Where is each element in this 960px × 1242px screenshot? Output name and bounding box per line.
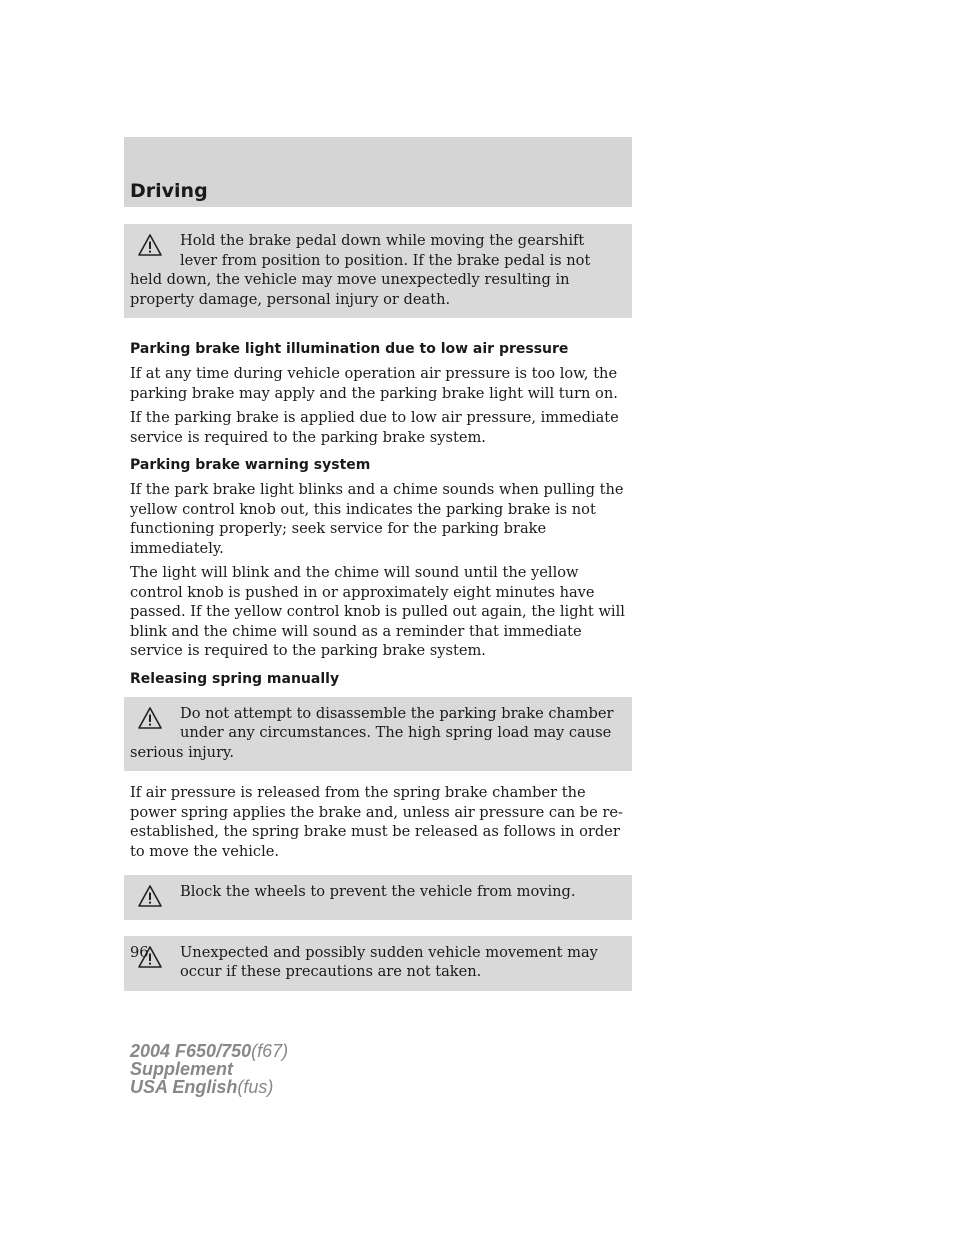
- paragraph: If the park brake light blinks and a chime sounds when pulling the yellow control knob out, this indicates the parking brake is not functioning properly; seek service for the parking brake immediately.: [130, 481, 624, 557]
- section-header-band: [124, 137, 632, 207]
- warning-box: [124, 697, 632, 772]
- warning-text: Block the wheels to prevent the vehicle from moving.: [180, 883, 576, 900]
- footer-model: 2004 F650/750: [130, 1041, 252, 1061]
- section-title: Driving: [130, 180, 208, 202]
- page-content: [130, 224, 630, 991]
- footer-language-code: (fus): [237, 1077, 274, 1097]
- page-number: 96: [130, 944, 149, 961]
- paragraph: If the parking brake is applied due to low air pressure, immediate service is required to the parking brake system.: [130, 409, 619, 446]
- paragraph: If at any time during vehicle operation air pressure is too low, the parking brake may apply and the parking brake light will turn on.: [130, 365, 618, 402]
- footer-model-code: (f67): [251, 1041, 289, 1061]
- heading-warning-system: Parking brake warning system: [130, 457, 371, 473]
- warning-box: [124, 875, 632, 920]
- warning-triangle-icon: [138, 233, 162, 257]
- document-footer: [130, 1042, 288, 1096]
- footer-language-line: [130, 1078, 288, 1096]
- warning-triangle-icon: [138, 884, 162, 908]
- warning-box: [124, 936, 632, 991]
- footer-language: USA English: [130, 1077, 238, 1097]
- paragraph: The light will blink and the chime will sound until the yellow control knob is pushed in or approximately eight minutes have passed. If the yellow control knob is pulled out again, the light will blink and the chime will sound as a reminder that immediate service is required to the parking brake system.: [130, 564, 625, 659]
- heading-low-air-pressure: Parking brake light illumination due to low air pressure: [130, 341, 569, 357]
- paragraph: If air pressure is released from the spring brake chamber the power spring applies the brake and, unless air pressure can be re-established, the spring brake must be released as follows in order to move the vehicle.: [130, 784, 623, 860]
- warning-box: [124, 224, 632, 318]
- warning-text: Unexpected and possibly sudden vehicle movement may occur if these precautions are not taken.: [180, 943, 598, 980]
- warning-text: Do not attempt to disassemble the parking brake chamber under any circumstances. The high spring load may cause serious injury.: [130, 704, 614, 761]
- warning-text: Hold the brake pedal down while moving the gearshift lever from position to position. If the brake pedal is not held down, the vehicle may move unexpectedly resulting in property damage, personal injury or death.: [130, 232, 591, 308]
- footer-model-line: [130, 1042, 288, 1060]
- warning-triangle-icon: [138, 706, 162, 730]
- footer-doc-type: Supplement: [130, 1059, 234, 1079]
- heading-releasing-spring: Releasing spring manually: [130, 670, 340, 687]
